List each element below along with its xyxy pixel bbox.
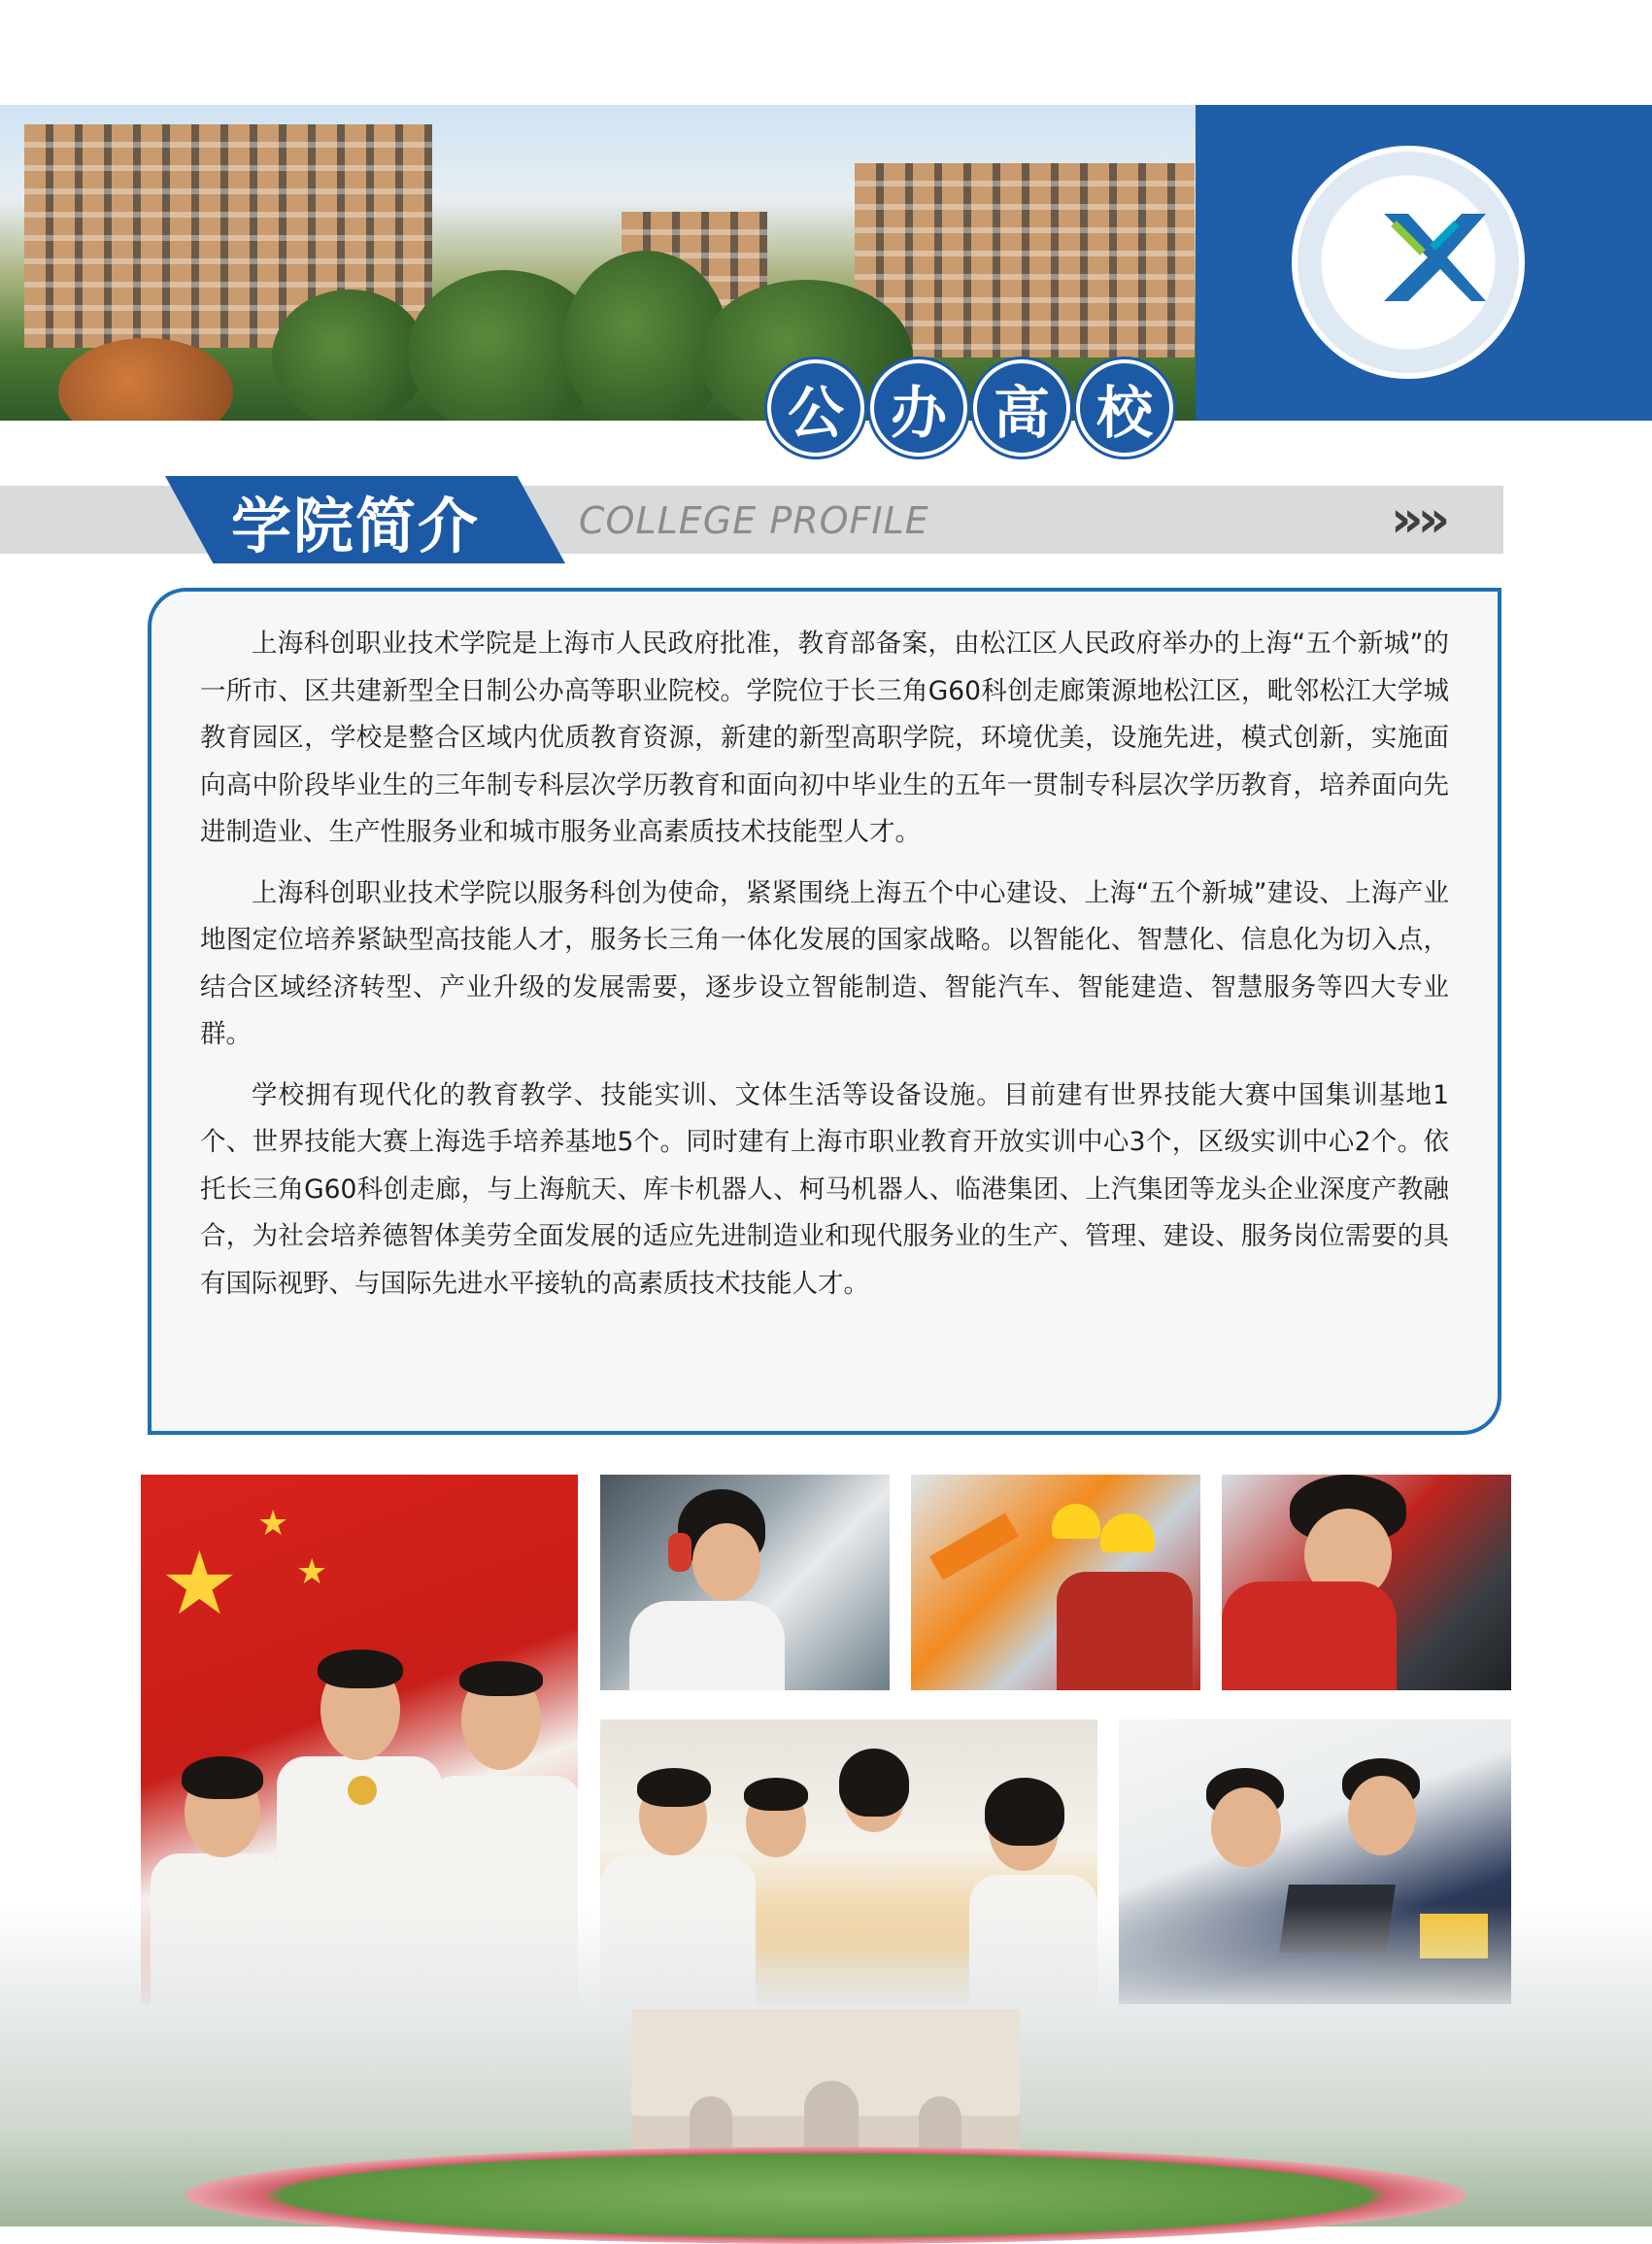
flag-star-icon: ★ [257, 1504, 289, 1544]
person-left-hair [182, 1756, 263, 1799]
hall-arch [919, 2096, 961, 2155]
flag-star-icon: ★ [296, 1552, 328, 1592]
chevron-icon: » [1417, 491, 1445, 549]
badge-char: 办 [870, 359, 967, 457]
autumn-tree [58, 338, 233, 421]
student-hair [985, 1778, 1064, 1846]
photo-student-machining [600, 1475, 890, 1690]
tree [272, 289, 427, 421]
hard-hat [1100, 1513, 1155, 1552]
badge-char: 高 [973, 359, 1070, 457]
earmuff [668, 1533, 691, 1572]
college-profile-textbox [148, 588, 1501, 1435]
person-right-hair [459, 1661, 543, 1696]
student-hair [839, 1749, 909, 1817]
public-college-badge [767, 359, 1173, 457]
flag-star-icon: ★ [160, 1533, 239, 1635]
robot-arm [929, 1513, 1019, 1580]
profile-paragraph: 学校拥有现代化的教育教学、技能实训、文体生活等设备设施。目前建有世界技能大赛中国集训基地1个、世界技能大赛上海选手培养基地5个。同时建有上海市职业教育开放实训中心3个，区级实训中心2个。依托长三角G60科创走廊，与上海航天、库卡机器人、柯马机器人、临港集团、上汽集团等龙头企业深度产教融合，为社会培养德智体美劳全面发展的适应先进制造业和现代服务业的生产、管理、建设、服务岗位需要的具有国际视野、与国际先进水平接轨的高素质技术技能人才。 [200, 1079, 1449, 1299]
student-face [1348, 1776, 1416, 1855]
section-subtitle: COLLEGE PROFILE [579, 499, 929, 542]
campus-lawn-flowerbed [185, 2147, 1467, 2244]
photo-robot-arm-training [911, 1475, 1200, 1690]
student-hair [744, 1778, 808, 1811]
student-face [692, 1523, 760, 1601]
campus-main-hall [631, 2009, 1020, 2155]
gold-medal [348, 1776, 377, 1805]
student-uniform [1222, 1581, 1397, 1690]
hall-arch [690, 2096, 732, 2155]
student-uniform [1057, 1572, 1193, 1690]
badge-char: 校 [1076, 359, 1173, 457]
chevron-icon: » [1391, 491, 1418, 549]
profile-paragraph: 上海科创职业技术学院是上海市人民政府批准，教育部备案，由松江区人民政府举办的上海“五个新城”的一所市、区共建新型全日制公办高等职业院校。学院位于长三角G60科创走廊策源地松江区，毗邻松江大学城教育园区，学校是整合区域内优质教育资源，新建的新型高职学院，环境优美，设施先进，模式创新，实施面向高中阶段毕业生的三年制专科层次学历教育和面向初中毕业生的五年一贯制专科层次学历教育，培养面向先进制造业、生产性服务业和城市服务业高素质技术技能型人才。 [200, 629, 1449, 847]
hard-hat [1052, 1504, 1100, 1539]
profile-paragraph: 上海科创职业技术学院以服务科创为使命，紧紧围绕上海五个中心建设、上海“五个新城”建设、上海产业地图定位培养紧缺型高技能人才，服务长三角一体化发展的国家战略。以智能化、智慧化、信息化为切入点，结合区域经济转型、产业升级的发展需要，逐步设立智能制造、智能汽车、智能建造、智慧服务等四大专业群。 [200, 877, 1449, 1049]
hall-arch [804, 2081, 859, 2155]
section-title: 学院简介 [231, 491, 481, 561]
badge-char: 公 [767, 359, 864, 457]
double-chevron-icon [1391, 491, 1444, 549]
student-shirt [629, 1601, 785, 1690]
person-center-hair [318, 1649, 403, 1688]
college-logo-mark-icon [1374, 204, 1491, 311]
student-hair [637, 1768, 711, 1807]
photo-student-automotive [1222, 1475, 1511, 1690]
student-face [1211, 1787, 1281, 1867]
